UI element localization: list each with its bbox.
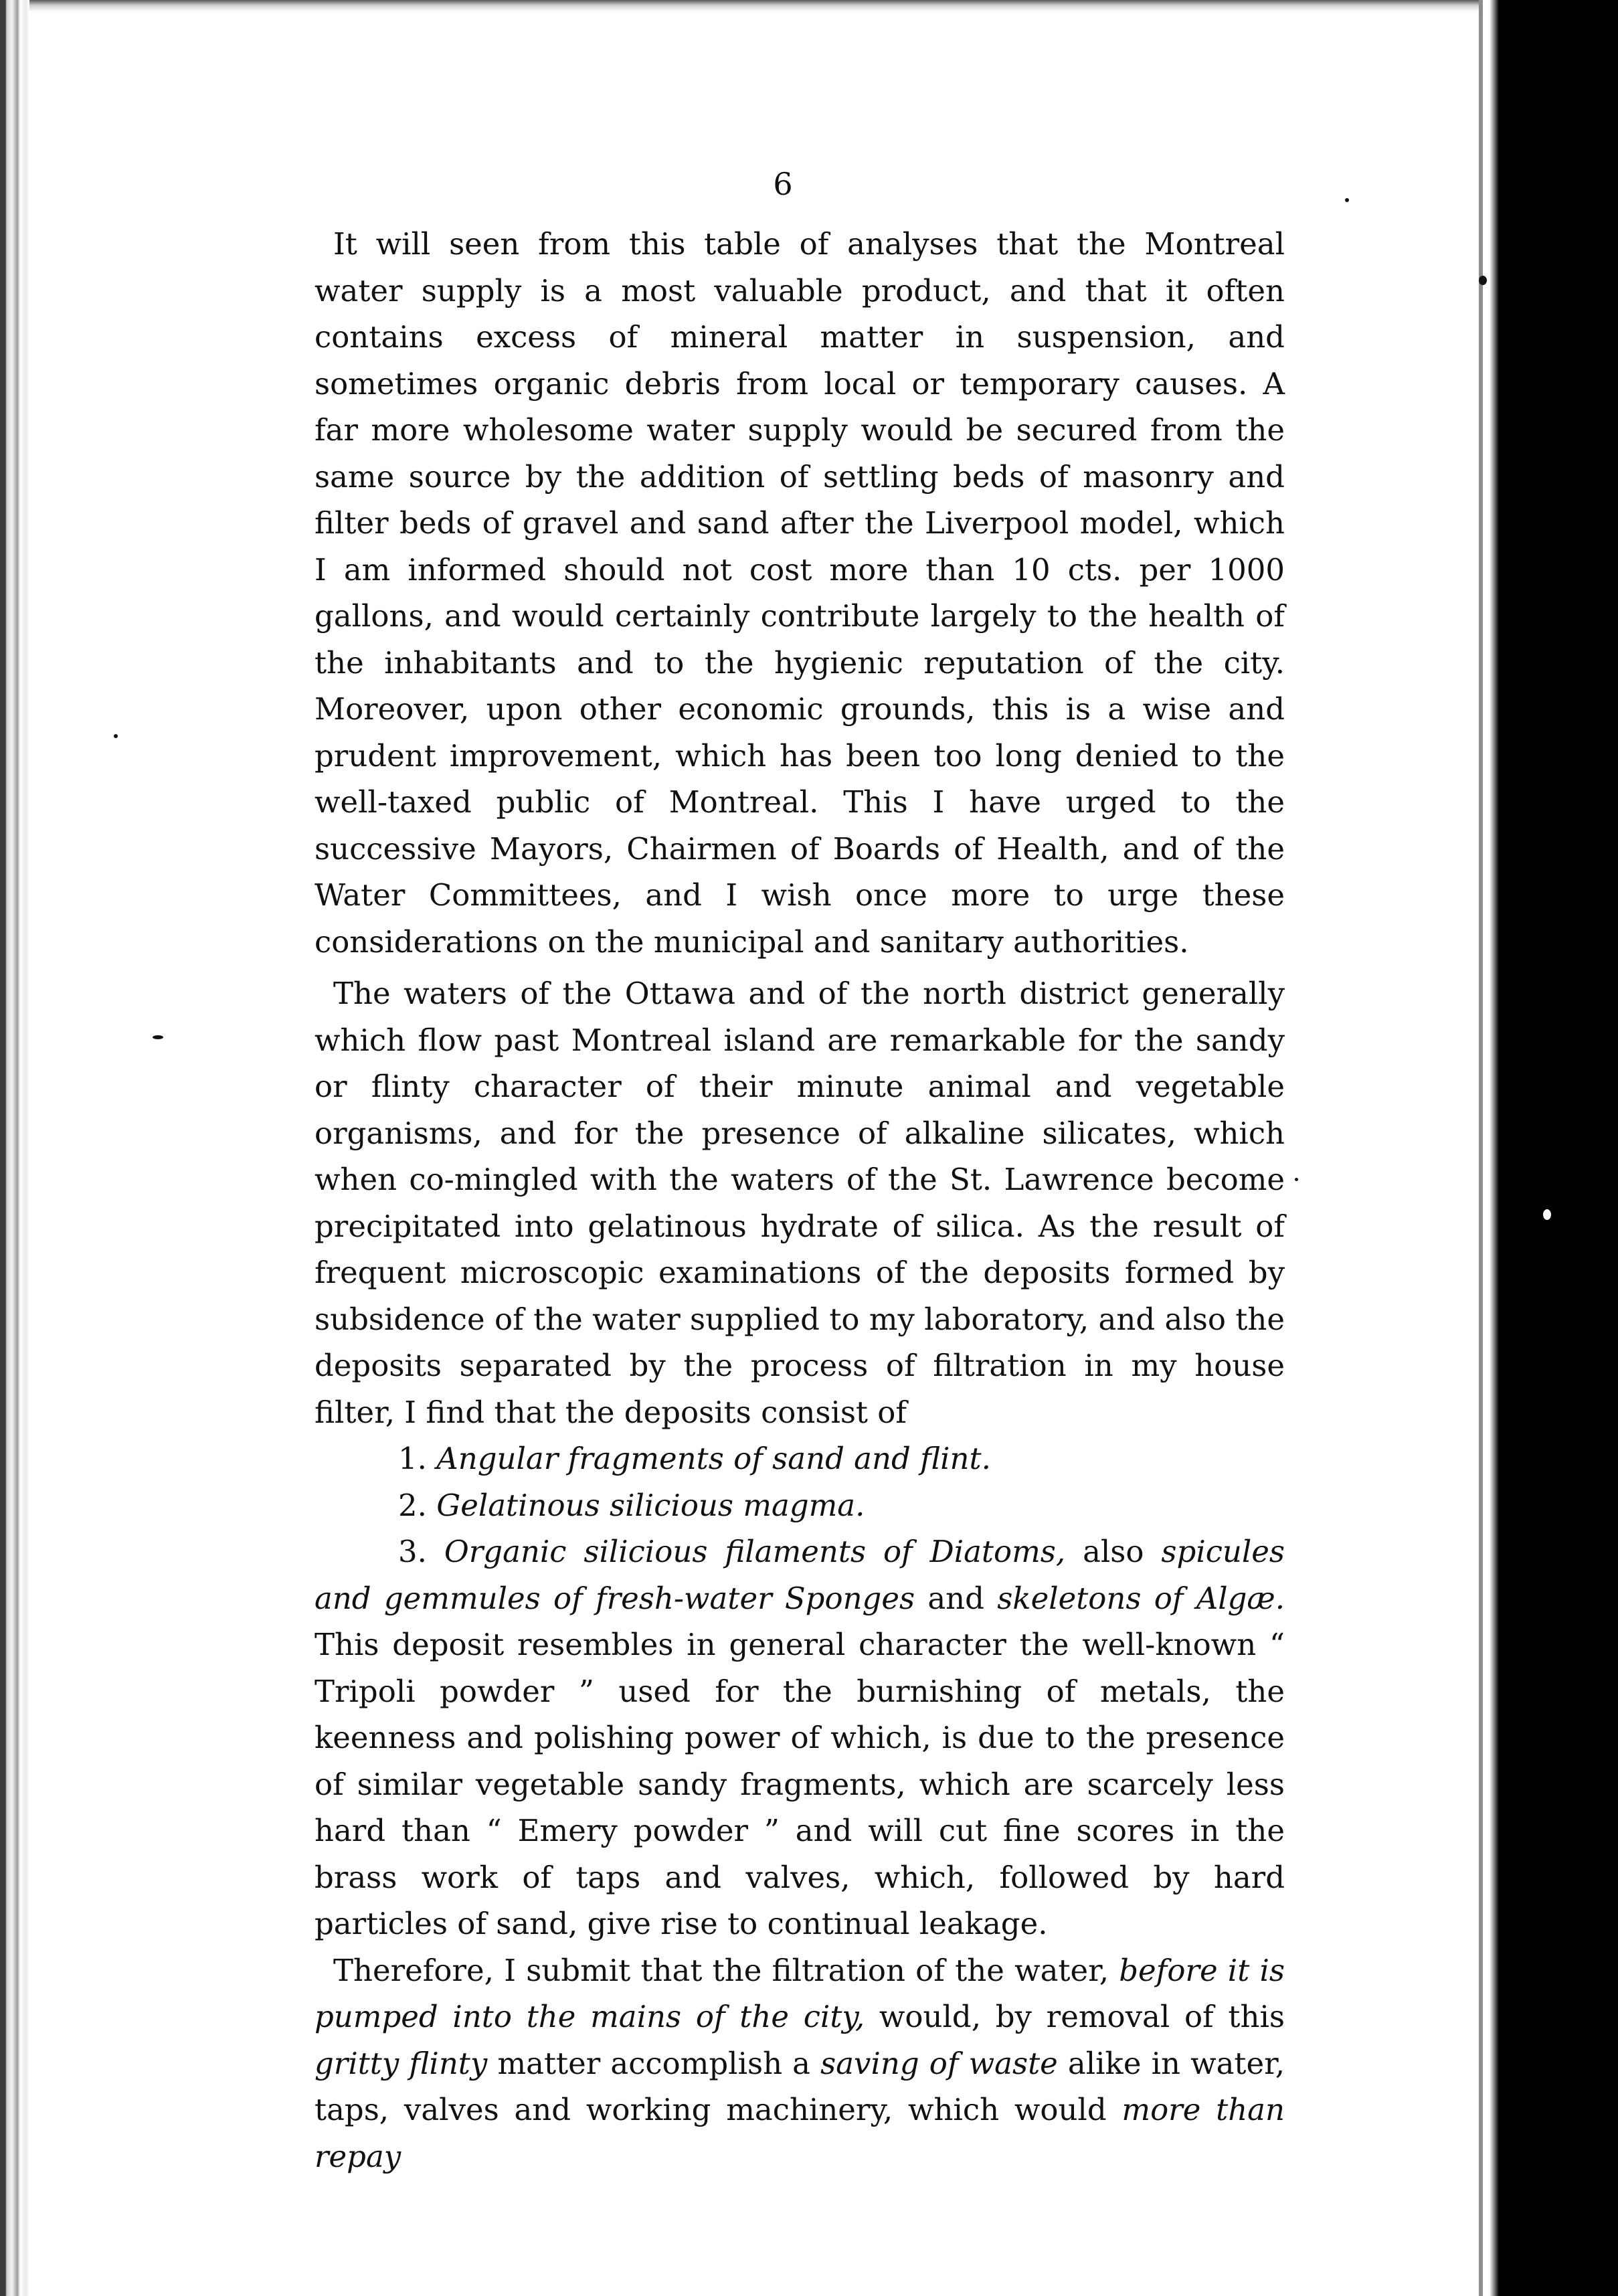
text-run: This deposit resembles in general character the well-known “ Tripoli powder ” used for the burnishing of metals, the keenness and polishing power of which, is due to the presence of similar vegetable sandy fragments, which are scarcely less hard than “ Emery powder ” and will cut fine scores in the brass work of taps and valves, which, followed by hard particles of sand, give rise to continual leakage. [314,1627,1285,1941]
scan-speck [1479,276,1487,285]
list-item-3 [314,1528,1285,1947]
list-number: 2. [398,1487,427,1523]
italic-phrase: gritty flinty [314,2045,488,2081]
list-text: Gelatinous silicious magma. [436,1487,865,1523]
paragraph-2: The waters of the Ottawa and of the north district generally which flow past Montreal island are remarkable for the sandy or flinty character of their minute animal and vegetable organisms, and for the presence of alkaline silicates, which when co-mingled with the waters of the St. Lawrence become precipitated into gelatinous hydrate of silica. As the result of frequent microscopic examinations of the deposits formed by subsidence of the water supplied to my laboratory, and also the deposits separated by the process of filtration in my house filter, I find that the deposits consist of [314,976,1285,1430]
scan-right-edge [1483,0,1618,2296]
italic-phrase: before it is pumped into the mains of the city, [314,1952,1285,2034]
italic-phrase: spicules and gemmules of fresh-water Sponges [314,1534,1285,1616]
paragraph-3 [314,1947,1285,2180]
text-run: also [1065,1534,1162,1569]
text-run: would, by removal of this [865,1999,1285,2034]
scan-speck [153,1035,163,1039]
text-run: and [915,1580,998,1616]
scan-left-edge [0,0,29,2296]
scan-top-edge [0,0,1618,12]
list-item-2 [314,1482,1285,1529]
text-run: Therefore, I submit that the filtration of the water, [333,1952,1119,1988]
scan-speck [1345,198,1349,202]
list-item-1 [314,1435,1285,1482]
body-text [314,221,1285,2180]
italic-phrase: skeletons of Algæ. [997,1580,1285,1616]
italic-phrase: Organic silicious filaments of Diatoms, [444,1534,1066,1569]
text-run: matter accomplish a [487,2045,821,2081]
italic-phrase: saving of waste [820,2045,1058,2081]
paragraph-1: It will seen from this table of analyses that the Montreal water supply is a most valuable product, and that it often contains excess of mineral matter in suspension, and sometimes organic debris from local or temporary causes. A far more wholesome water supply would be secured from the same source by the addition of settling beds of masonry and filter beds of gravel and sand after the Liverpool model, which I am informed should not cost more than 10 cts. per 1000 gallons, and would certainly contribute largely to the health of the inhabitants and to the hygienic reputation of the city. Moreover, upon other economic grounds, this is a wise and prudent improvement, which has been too long denied to the well-taxed public of Montreal. This I have urged to the successive Mayors, Chairmen of Boards of Health, and of the Water Committees, and I wish once more to urge these considerations on the municipal and sanitary authorities. [314,226,1285,960]
italic-phrase: more than repay [314,2092,1285,2174]
text-run: alike in water, taps, valves and working machinery, which would [314,2045,1285,2127]
scan-speck [1543,1209,1551,1220]
list-number: 3. [398,1534,427,1569]
page-number: 6 [773,166,793,202]
list-text: Angular fragments of sand and flint. [436,1441,991,1476]
list-number: 1. [398,1441,427,1476]
scan-speck [114,734,118,738]
scan-speck [1295,1178,1298,1181]
